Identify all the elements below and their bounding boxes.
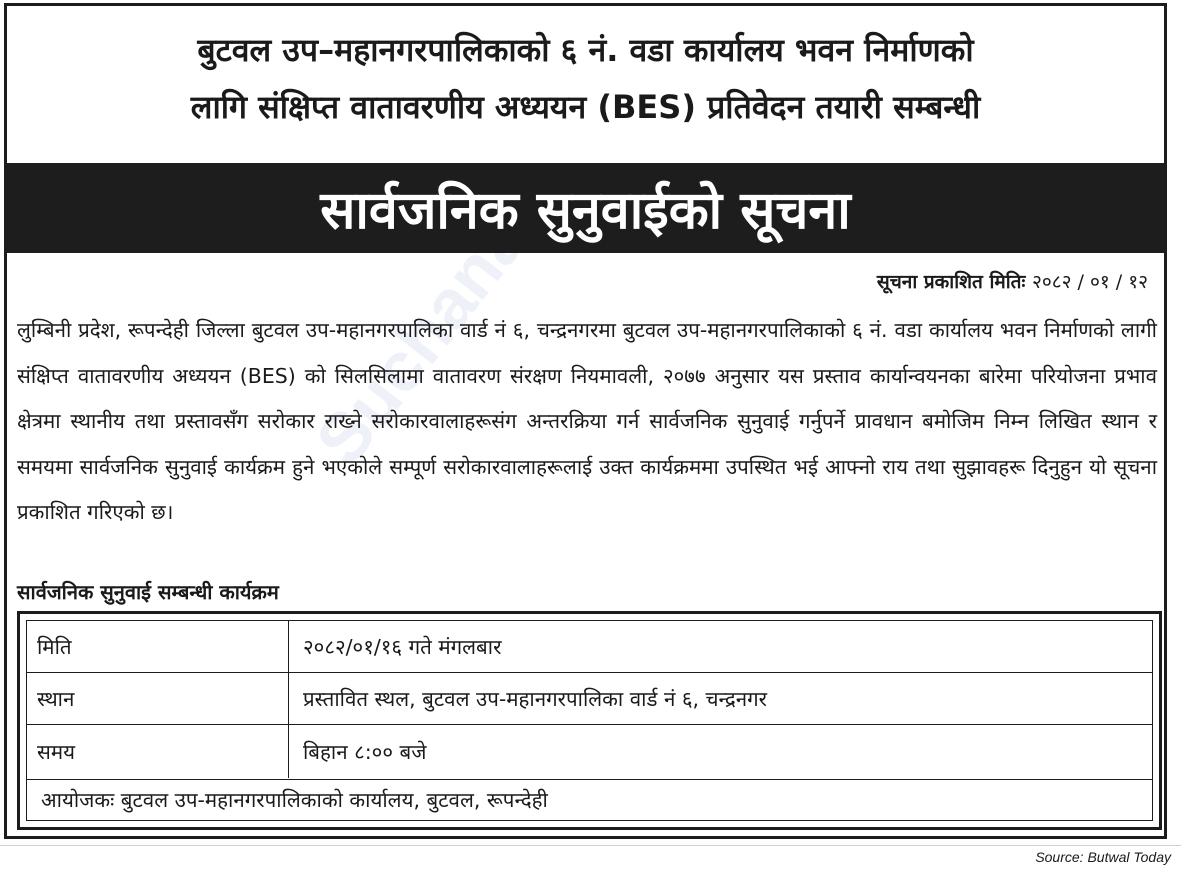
table-row <box>27 725 1152 778</box>
publication-date-label: सूचना प्रकाशित मितिः <box>876 271 1026 293</box>
notice-header <box>7 22 1164 136</box>
notice-banner <box>7 163 1164 253</box>
notice-frame <box>4 3 1167 839</box>
publication-date-value: २०८२ / ०१ / १२ <box>1031 271 1148 293</box>
header-title-line1: बुटवल उप–महानगरपालिकाको ६ नं. वडा कार्यालय भवन निर्माणको <box>197 31 974 69</box>
organizer-row: आयोजकः बुटवल उप-महानगरपालिकाको कार्यालय, बुटवल, रूपन्देही <box>26 780 1153 821</box>
schedule-box <box>17 611 1162 830</box>
publication-date <box>877 268 1148 294</box>
row-value: बिहान ८:०० बजे <box>303 739 427 764</box>
row-label: समय <box>27 725 289 778</box>
source-credit: Source: Butwal Today <box>1035 849 1171 865</box>
bottom-divider <box>0 845 1181 846</box>
program-heading: सार्वजनिक सुनुवाई सम्बन्धी कार्यक्रम <box>17 580 279 604</box>
notice-body: लुम्बिनी प्रदेश, रूपन्देही जिल्ला बुटवल उप-महानगरपालिका वार्ड नं ६, चन्द्रनगरमा बुटवल उप-महानगरपालिकाको ६ नं. वडा कार्यालय भवन निर्माणको लागी संक्षिप्त वातावरणीय अध्ययन (BES) को सिलसिलामा वातावरण संरक्षण नियमावली, २०७७ अनुसार यस प्रस्ताव कार्यान्वयनका बारेमा परियोजना प्रभाव क्षेत्रमा स्थानीय तथा प्रस्तावसँग सरोकार राख्ने सरोकारवालाहरूसंग अन्तरक्रिया गर्न सार्वजनिक सुनुवाई गर्नुपर्ने प्रावधान बमोजिम निम्न लिखित स्थान र समयमा सार्वजनिक सुनुवाई कार्यक्रम हुने भएकोले सम्पूर्ण सरोकारवालाहरूलाई उक्त कार्यक्रममा उपस्थित भई आफ्नो राय तथा सुझावहरू दिनुहुन यो सूचना प्रकाशित गरिएको छ। <box>17 318 1157 524</box>
row-value: २०८२/०१/१६ गते मंगलबार <box>303 634 502 659</box>
table-row <box>27 673 1152 725</box>
row-label: स्थान <box>27 673 289 724</box>
table-row <box>27 621 1152 673</box>
header-title-line2: लागि संक्षिप्त वातावरणीय अध्ययन (BES) प्रतिवेदन तयारी सम्बन्धी <box>190 88 981 126</box>
row-value: प्रस्तावित स्थल, बुटवल उप-महानगरपालिका वार्ड नं ६, चन्द्रनगर <box>303 686 768 711</box>
watermark: Suchana <box>300 200 542 479</box>
row-label: मिति <box>27 621 289 672</box>
banner-title: सार्वजनिक सुनुवाईको सूचना <box>320 180 851 241</box>
schedule-table <box>26 620 1153 780</box>
